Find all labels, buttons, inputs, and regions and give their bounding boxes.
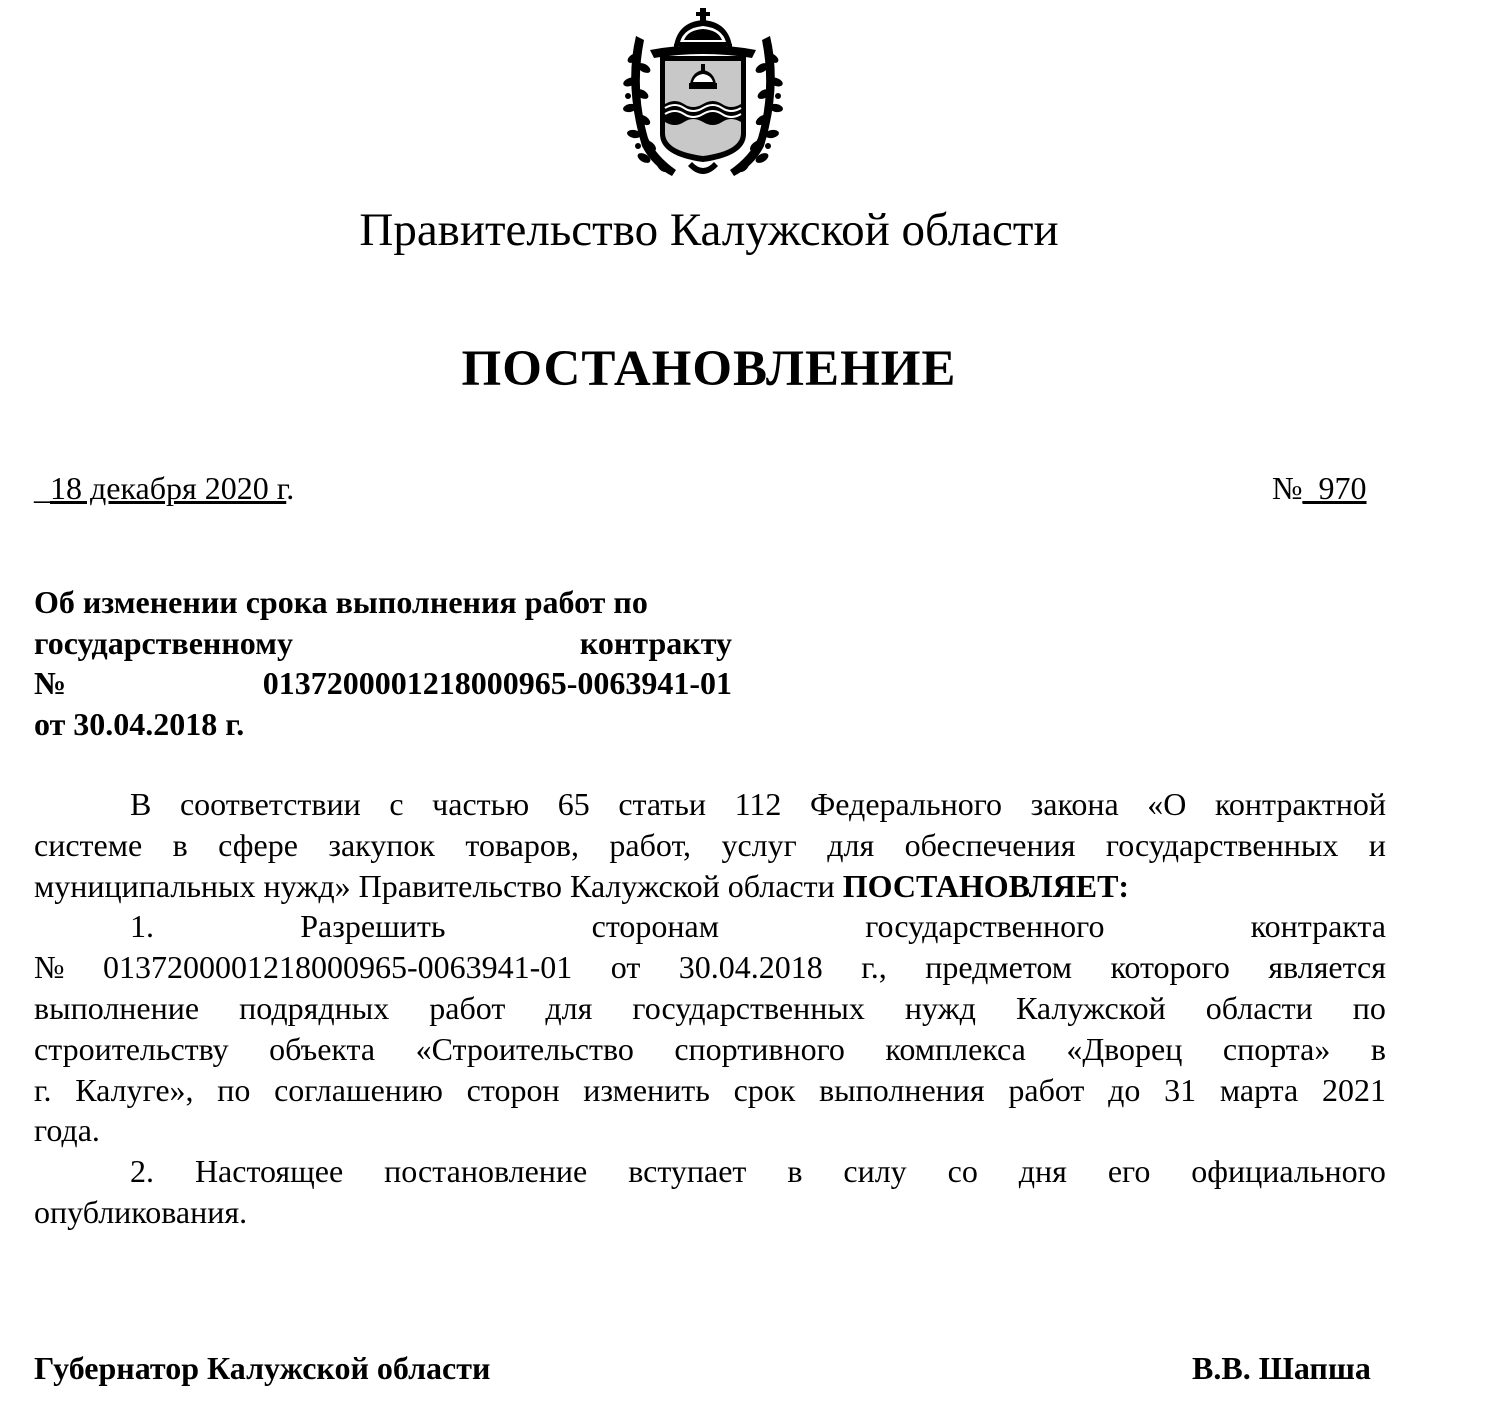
word: области xyxy=(1205,989,1313,1026)
word: «Дворец xyxy=(1066,1030,1183,1067)
word: для xyxy=(545,989,593,1026)
word: официального xyxy=(1191,1153,1386,1190)
word: дня xyxy=(1018,1153,1067,1190)
word: в xyxy=(787,1153,803,1190)
word: от xyxy=(610,949,641,986)
word: работ, xyxy=(609,826,692,863)
word: марта xyxy=(1219,1071,1299,1108)
word: 1. xyxy=(130,908,154,945)
word: сторон xyxy=(466,1071,560,1108)
word: по xyxy=(1352,989,1386,1026)
subject-line: от 30.04.2018 г. xyxy=(34,705,245,742)
word: которого xyxy=(1110,949,1230,986)
word: услуг xyxy=(721,826,797,863)
word: сторонам xyxy=(591,908,719,945)
word: статьи xyxy=(618,786,706,822)
word: постановление xyxy=(384,1153,588,1190)
word: «О xyxy=(1147,786,1187,822)
word: и xyxy=(1368,826,1386,863)
word: подрядных xyxy=(239,989,390,1026)
word: г., xyxy=(861,949,887,986)
word: системе xyxy=(34,826,143,863)
document-subject xyxy=(34,582,732,744)
word: 30.04.2018 xyxy=(678,949,823,986)
word: государственных xyxy=(632,989,865,1026)
shield-icon xyxy=(660,56,746,162)
body-line xyxy=(34,1070,1386,1111)
body-line xyxy=(34,906,1386,947)
word: товаров, xyxy=(465,826,579,863)
word: выполнение xyxy=(34,989,200,1026)
subject-line: государственному контракту xyxy=(34,624,732,661)
word: государственного xyxy=(865,908,1105,945)
word: Федерального xyxy=(809,786,1003,822)
word: № xyxy=(34,949,65,986)
word: силу xyxy=(843,1153,907,1190)
word: государственных xyxy=(1105,826,1339,863)
coat-of-arms-icon xyxy=(622,6,784,184)
word: соответствии xyxy=(179,786,361,822)
word: Калужской xyxy=(1016,989,1166,1026)
word: по xyxy=(217,1071,251,1108)
document-number: №_970 xyxy=(1272,470,1367,506)
word: с xyxy=(389,786,404,822)
word: спорта» xyxy=(1222,1030,1331,1067)
word: контракта xyxy=(1250,908,1386,945)
signatory-name: В.В. Шапша xyxy=(1192,1350,1371,1386)
document-date: _18 декабря 2020 г. xyxy=(34,470,295,506)
word: частью xyxy=(432,786,530,822)
word: В xyxy=(130,786,152,822)
word: работ xyxy=(429,989,506,1026)
body-line xyxy=(34,947,1386,988)
word: 31 xyxy=(1164,1071,1197,1108)
word: со xyxy=(947,1153,978,1190)
word: Настоящее xyxy=(194,1153,344,1190)
word: г. xyxy=(34,1071,52,1108)
word: 0137200001218000965-0063941-01 xyxy=(102,949,573,986)
word: является xyxy=(1268,949,1386,986)
word: для xyxy=(827,826,875,863)
body-line xyxy=(34,988,1386,1029)
body-line: опубликования. xyxy=(34,1193,248,1230)
subject-line: Об изменении срока выполнения работ по xyxy=(34,584,648,620)
resolves-keyword: ПОСТАНОВЛЯЕТ: xyxy=(842,867,1130,904)
word: комплекса xyxy=(885,1030,1026,1067)
body-line xyxy=(34,1029,1386,1070)
body-line: муниципальных нужд» Правительство Калужской области ПОСТАНОВЛЯЕТ: xyxy=(34,867,1130,904)
word: Разрешить xyxy=(300,908,446,945)
word: соглашению xyxy=(274,1071,443,1108)
word: контрактной xyxy=(1215,786,1386,822)
word: 2021 xyxy=(1321,1071,1386,1108)
word: 65 xyxy=(557,786,590,822)
word: 2. xyxy=(130,1153,154,1190)
word: 112 xyxy=(734,786,782,822)
word: спортивного xyxy=(674,1030,845,1067)
government-name: Правительство Калужской области xyxy=(359,204,1059,256)
body-line: года. xyxy=(34,1112,100,1149)
word: закона xyxy=(1030,786,1119,822)
word: обеспечения xyxy=(904,826,1076,863)
body-line xyxy=(34,1151,1386,1192)
word: выполнения xyxy=(819,1071,985,1108)
subject-line: № 0137200001218000965-0063941-01 xyxy=(34,665,732,701)
word: предметом xyxy=(925,949,1073,986)
word: нужд xyxy=(904,989,976,1026)
word: до xyxy=(1108,1071,1141,1108)
word: объекта xyxy=(269,1030,376,1067)
word: срок xyxy=(733,1071,796,1108)
body-line xyxy=(34,825,1386,866)
word: в xyxy=(172,826,188,863)
signatory-position: Губернатор Калужской области xyxy=(34,1350,491,1386)
word: его xyxy=(1107,1153,1151,1190)
word: закупок xyxy=(328,826,435,863)
word: изменить xyxy=(583,1071,710,1108)
document-type-title: ПОСТАНОВЛЕНИЕ xyxy=(461,341,957,397)
word: строительству xyxy=(34,1030,229,1067)
word: работ xyxy=(1008,1071,1085,1108)
word: в xyxy=(1370,1030,1386,1067)
word: «Строительство xyxy=(415,1030,634,1067)
word: вступает xyxy=(628,1153,747,1190)
word: сфере xyxy=(218,826,298,863)
body-line xyxy=(34,784,1386,825)
document-body xyxy=(34,784,1386,1233)
word: Калуге», xyxy=(75,1071,194,1108)
